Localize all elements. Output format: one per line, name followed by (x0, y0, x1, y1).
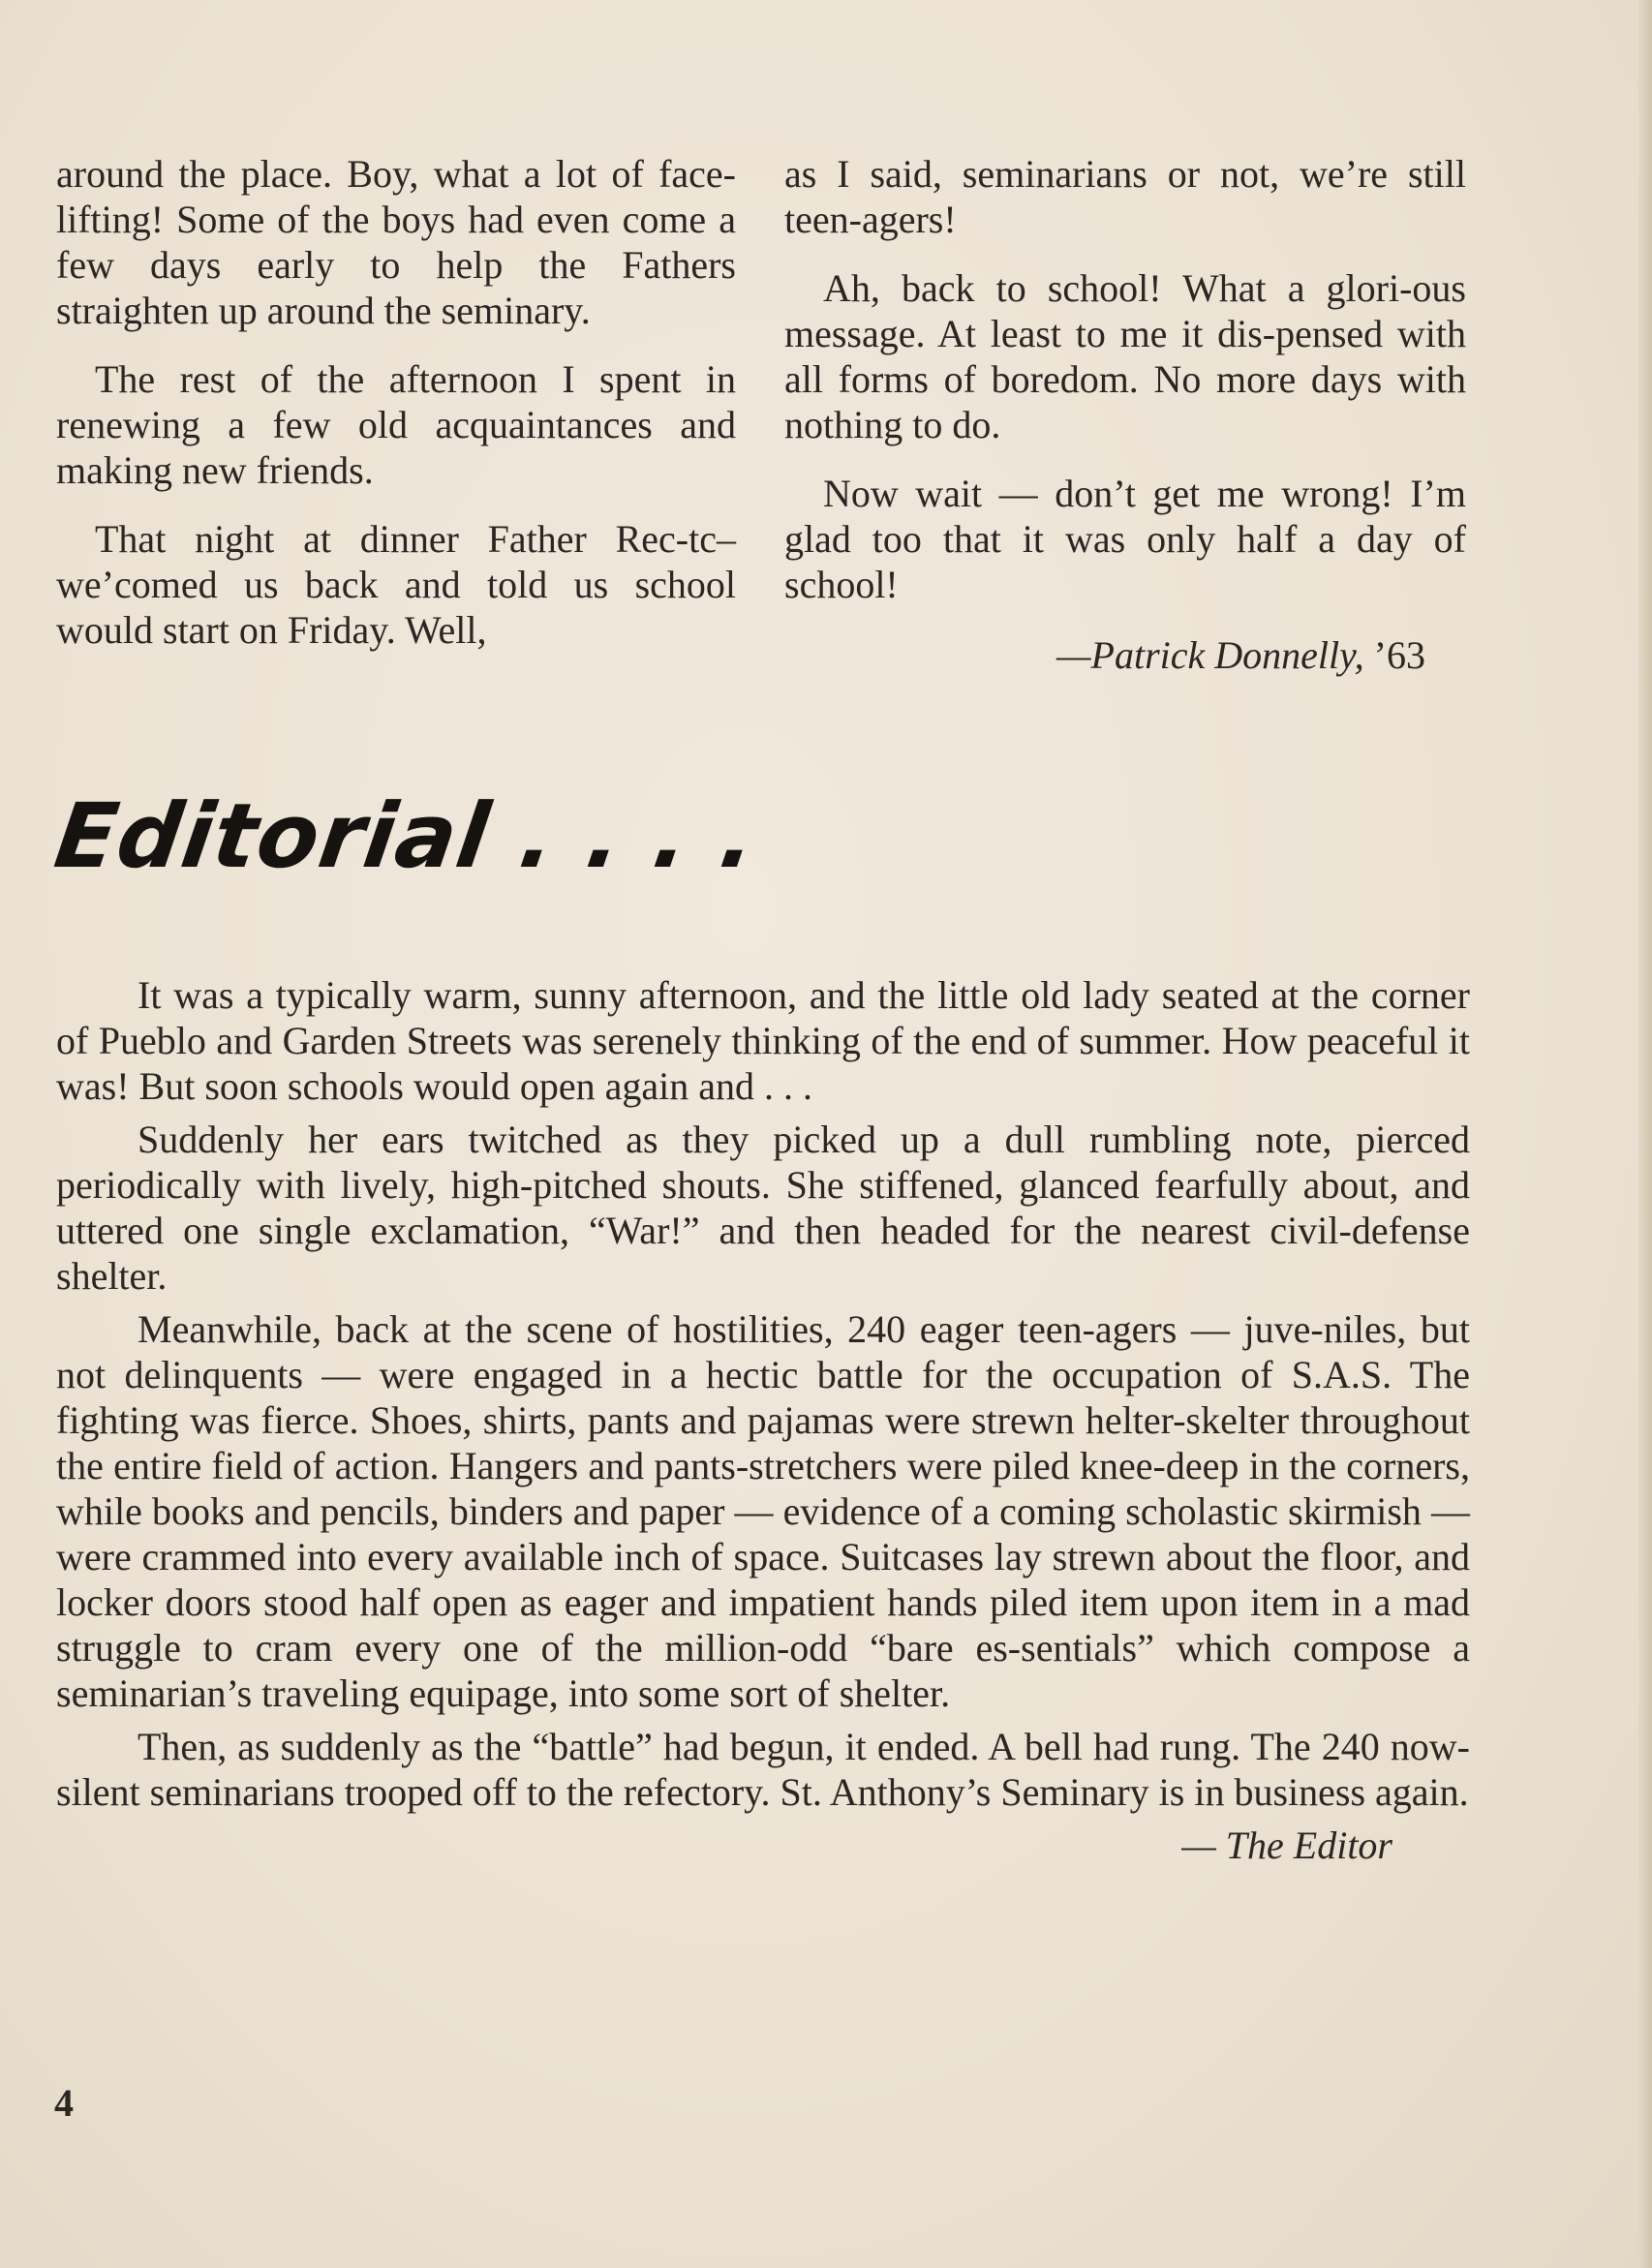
right-paragraph-1: as I said, seminarians or not, we’re still teen-agers! (784, 152, 1466, 241)
editorial-paragraph-2: Suddenly her ears twitched as they picked up a dull rumbling note, pierced periodically with lively, high-pitched shouts. She stiffened, glanced fearfully about, and uttered one single exclamation, “War!” and then headed for the nearest civil-defense shelter. (56, 1118, 1470, 1298)
left-column (56, 151, 736, 676)
left-paragraph-2: The rest of the afternoon I spent in renewing a few old acquaintances and making new friends. (56, 357, 736, 492)
left-paragraph-3: That night at dinner Father Rec-tc– we’comed us back and told us school would start on Friday. Well, (56, 517, 736, 652)
editor-signature: — The Editor (1181, 1824, 1392, 1867)
editorial-paragraph-4: Then, as suddenly as the “battle” had begun, it ended. A bell had rung. The 240 now-silent seminarians trooped off to the refectory. St. Anthony’s Seminary is in business again. (56, 1725, 1470, 1814)
page-edge (1638, 0, 1652, 2268)
page-number: 4 (54, 2081, 74, 2125)
editorial-paragraph-3: Meanwhile, back at the scene of hostilities, 240 eager teen-agers — juve-niles, but not delinquents — were engaged in a hectic battle for the occupation of S.A.S. The fighting was fierce. Shoes, shirts, pants and pajamas were strewn helter-skelter throughout the entire field of action. Hangers and pants-stretchers were piled knee-deep in the corners, while books and pencils, binders and paper — evidence of a coming scholastic skirmish — were crammed into every available inch of space. Suitcases lay strewn about the floor, and locker doors stood half open as eager and impatient hands piled item upon item in a mad struggle to cram every one of the million-odd “bare es-sentials” which compose a seminarian’s traveling equipage, into some sort of shelter. (56, 1307, 1470, 1715)
signature-name: —Patrick Donnelly, (1055, 633, 1364, 677)
left-paragraph-1: around the place. Boy, what a lot of face-lifting! Some of the boys had even come a few days early to help the Fathers straighten up around the seminary. (56, 152, 736, 332)
article-signature (784, 632, 1466, 678)
signature-year: ’63 (1373, 633, 1425, 677)
editorial-paragraph-1: It was a typically warm, sunny afternoon, and the little old lady seated at the corner of Pueblo and Garden Streets was serenely thinking of the end of summer. How peaceful it was! But soon schools would open again and . . . (56, 973, 1470, 1108)
right-paragraph-2: Ah, back to school! What a glori-ous message. At least to me it dis-pensed with all forms of boredom. No more days with nothing to do. (784, 266, 1466, 446)
editorial-heading: Editorial . . . . (48, 784, 764, 888)
right-paragraph-3: Now wait — don’t get me wrong! I’m glad too that it was only half a day of school! (784, 472, 1466, 606)
editorial-body (56, 972, 1470, 1868)
right-column (784, 151, 1466, 678)
